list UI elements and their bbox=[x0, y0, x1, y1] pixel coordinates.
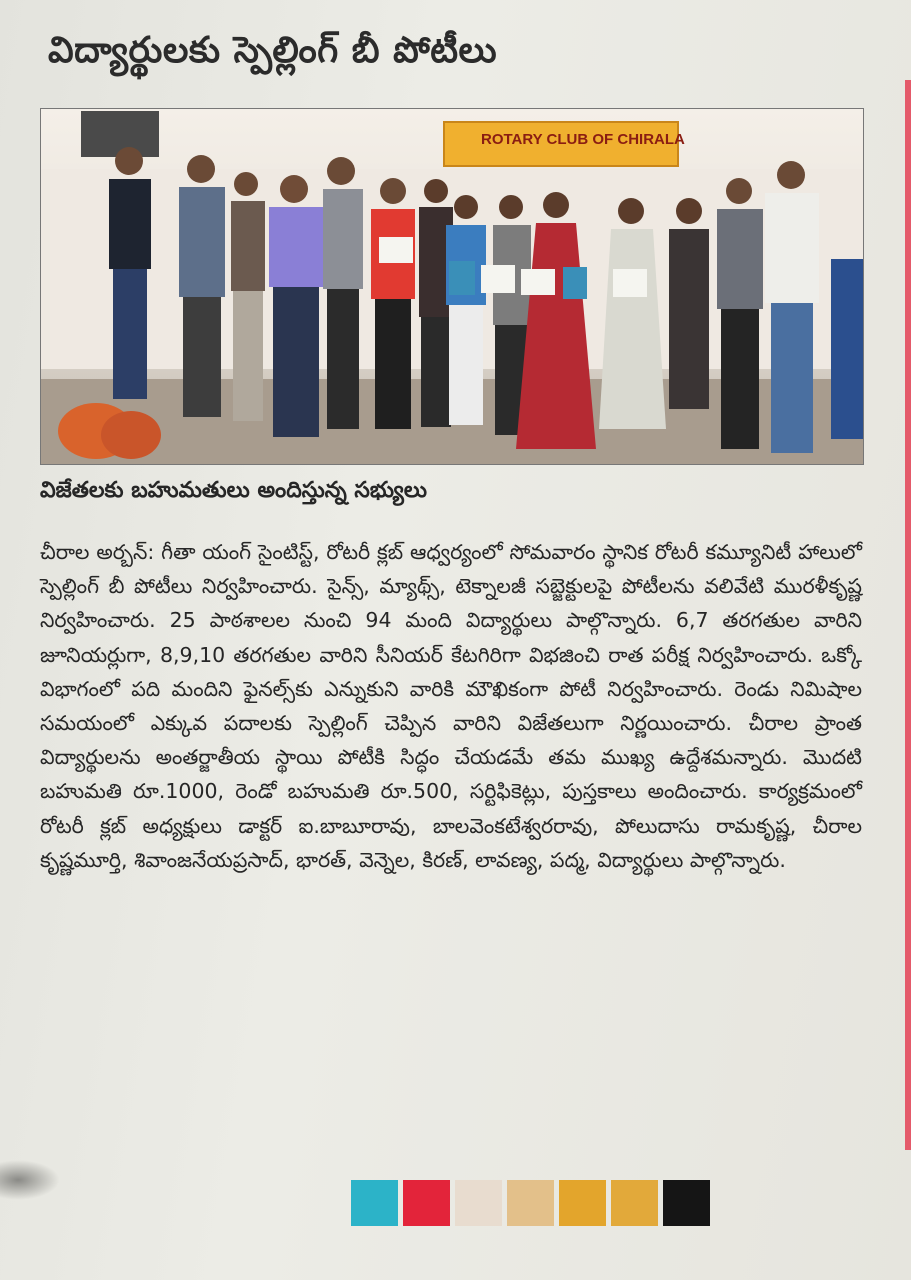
color-swatch bbox=[403, 1180, 450, 1226]
article-body: చీరాల అర్బన్: గీతా యంగ్ సైంటిస్ట్, రోటరీ క్లబ్ ఆధ్వర్యంలో సోమవారం స్థానిక రోటరీ కమ్యూనిటీ హాలులో స్పెల్లింగ్ బీ పోటీలు నిర్వహించారు. సైన్స్, మ్యాథ్స్, టెక్నాలజీ సబ్జెక్టులపై పోటీలను వలివేటి మురళీకృష్ణ నిర్వహించారు. 25 పాఠశాలల నుంచి 94 మంది విద్యార్థులు పాల్గొన్నారు. 6,7 తరగతుల వారిని జూనియర్లుగా, 8,9,10 తరగతుల వారిని సీనియర్ కేటగిరిగా విభజించి రాత పరీక్ష నిర్వహించారు. ఒక్కో విభాగంలో పది మందిని ఫైనల్స్‌కు ఎన్నుకుని వారికి మౌఖికంగా పోటీ నిర్వహించారు. రెండు నిమిషాల సమయంలో ఎక్కువ పదాలకు స్పెల్లింగ్ చెప్పిన వారిని విజేతలుగా నిర్ణయించారు. చీరాల ప్రాంత విద్యార్థులను అంతర్జాతీయ స్థాయి పోటీకి సిద్ధం చేయడమే తమ ముఖ్య ఉద్దేశమన్నారు. మొదటి బహుమతి రూ.1000, రెండో బహుమతి రూ.500, సర్టిఫికెట్లు, పుస్తకాలు అందించారు. కార్యక్రమంలో రోటరీ క్లబ్ అధ్యక్షులు డాక్టర్ ఐ.బాబూరావు, బాలవెంకటేశ్వరరావు, పోలుదాసు రామకృష్ణ, చీరాల కృష్ణమూర్తి, శివాంజనేయప్రసాద్, భారత్, వెన్నెల, కిరణ్, లావణ్య, పద్మ, విద్యార్థులు పాల్గొన్నారు. bbox=[40, 540, 862, 872]
print-color-bar bbox=[351, 1180, 715, 1226]
color-swatch bbox=[611, 1180, 658, 1226]
color-swatch bbox=[663, 1180, 710, 1226]
color-swatch bbox=[507, 1180, 554, 1226]
article-headline: విద్యార్థులకు స్పెల్లింగ్ బీ పోటీలు bbox=[48, 30, 498, 71]
photo-caption: విజేతలకు బహుమతులు అందిస్తున్న సభ్యులు bbox=[40, 478, 428, 503]
rotary-banner bbox=[443, 121, 685, 167]
color-swatch bbox=[351, 1180, 398, 1226]
rotary-banner-text: ROTARY CLUB OF CHIRALA bbox=[481, 131, 685, 148]
page-edge-stripe bbox=[905, 80, 911, 1150]
color-swatch bbox=[455, 1180, 502, 1226]
page-smudge bbox=[0, 1160, 60, 1200]
article-photo bbox=[40, 108, 864, 465]
color-swatch bbox=[559, 1180, 606, 1226]
